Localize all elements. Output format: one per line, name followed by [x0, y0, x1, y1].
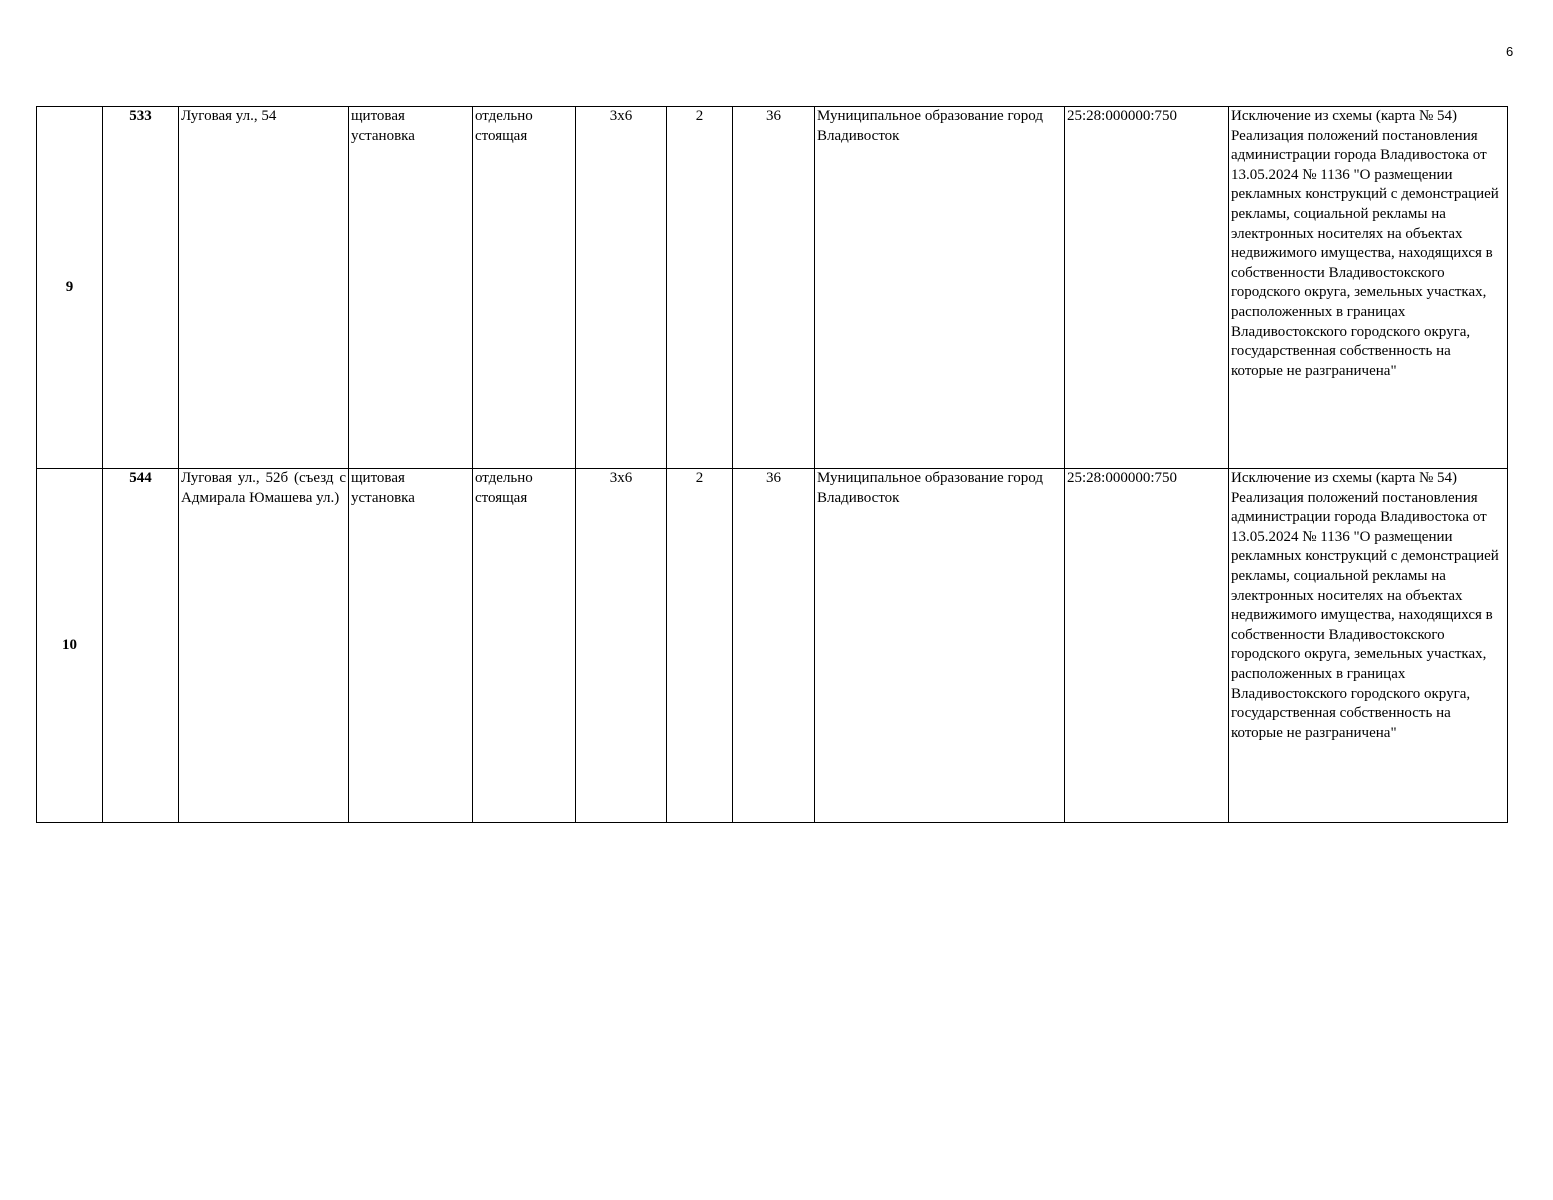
construction-type-cell: щитовая установка [349, 469, 473, 823]
row-number-cell: 10 [37, 469, 103, 823]
page-number: 6 [1506, 44, 1514, 59]
construction-type-cell: щитовая установка [349, 107, 473, 469]
cadastral-number-cell: 25:28:000000:750 [1065, 469, 1229, 823]
size-cell: 3х6 [576, 107, 667, 469]
size-cell: 3х6 [576, 469, 667, 823]
sides-cell: 2 [667, 107, 733, 469]
table-row [37, 469, 1508, 823]
table-row [37, 107, 1508, 469]
owner-cell: Муниципальное образование город Владивосток [815, 469, 1065, 823]
note-cell: Исключение из схемы (карта № 54) Реализация положений постановления администрации города Владивостока от 13.05.2024 № 1136 "О размещении рекламных конструкций с демонстрацией рекламы, социальной рекламы на электронных носителях на объектах недвижимого имущества, находящихся в собственности Владивостокского городского округа, земельных участках, расположенных в границах Владивостокского городского округа, государственная собственность на которые не разграничена" [1229, 469, 1508, 823]
note-cell: Исключение из схемы (карта № 54) Реализация положений постановления администрации города Владивостока от 13.05.2024 № 1136 "О размещении рекламных конструкций с демонстрацией рекламы, социальной рекламы на электронных носителях на объектах недвижимого имущества, находящихся в собственности Владивостокского городского округа, земельных участках, расположенных в границах Владивостокского городского округа, государственная собственность на которые не разграничена" [1229, 107, 1508, 469]
address-cell: Луговая ул., 52б (съезд с Адмирала Юмашева ул.) [179, 469, 349, 823]
cadastral-number-cell: 25:28:000000:750 [1065, 107, 1229, 469]
row-number-cell: 9 [37, 107, 103, 469]
placement-cell: отдельно стоящая [473, 107, 576, 469]
advertising-structures-table [36, 106, 1508, 823]
sides-cell: 2 [667, 469, 733, 823]
placement-cell: отдельно стоящая [473, 469, 576, 823]
area-cell: 36 [733, 107, 815, 469]
address-cell: Луговая ул., 54 [179, 107, 349, 469]
structure-id-cell: 533 [103, 107, 179, 469]
area-cell: 36 [733, 469, 815, 823]
structure-id-cell: 544 [103, 469, 179, 823]
owner-cell: Муниципальное образование город Владивосток [815, 107, 1065, 469]
